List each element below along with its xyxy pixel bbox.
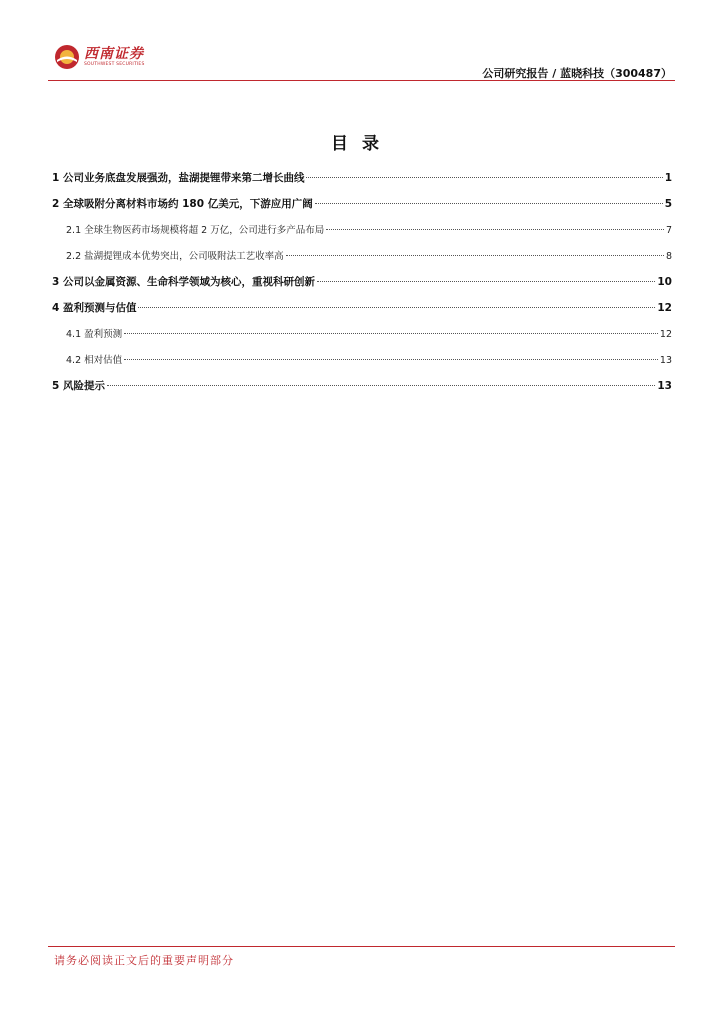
toc-subentry[interactable] xyxy=(52,352,672,378)
toc-entry-label: 5 风险提示 xyxy=(52,380,105,392)
table-of-contents xyxy=(52,170,672,404)
toc-entry-label: 2 全球吸附分离材料市场约 180 亿美元，下游应用广阔 xyxy=(52,198,313,210)
toc-entry-label: 2.1 全球生物医药市场规模将超 2 万亿，公司进行多产品布局 xyxy=(66,225,325,236)
toc-subentry[interactable] xyxy=(52,326,672,352)
logo-mark-icon xyxy=(54,44,80,70)
header-divider xyxy=(48,80,675,81)
logo-subtitle: SOUTHWEST SECURITIES xyxy=(84,61,145,67)
toc-entry[interactable] xyxy=(52,300,672,326)
toc-leader-dots xyxy=(317,281,655,282)
toc-entry-label: 4.1 盈利预测 xyxy=(66,329,123,340)
toc-leader-dots xyxy=(326,229,664,230)
toc-entry-label: 4.2 相对估值 xyxy=(66,355,123,366)
toc-leader-dots xyxy=(107,385,655,386)
toc-entry-label: 2.2 盐湖提锂成本优势突出，公司吸附法工艺收率高 xyxy=(66,251,284,262)
toc-entry-page: 10 xyxy=(657,276,672,288)
logo-text xyxy=(84,47,145,68)
toc-subentry[interactable] xyxy=(52,222,672,248)
toc-entry-page: 8 xyxy=(665,251,672,262)
toc-entry[interactable] xyxy=(52,170,672,196)
company-logo xyxy=(54,44,145,70)
toc-entry-page: 12 xyxy=(657,302,672,314)
toc-leader-dots xyxy=(124,333,658,334)
toc-entry-page: 5 xyxy=(664,198,672,210)
toc-entry[interactable] xyxy=(52,378,672,404)
report-tag: 公司研究报告 / 蓝晓科技（300487） xyxy=(482,67,672,80)
toc-title: 目录 xyxy=(331,134,393,154)
toc-entry-page: 7 xyxy=(665,225,672,236)
toc-subentry[interactable] xyxy=(52,248,672,274)
toc-leader-dots xyxy=(124,359,658,360)
toc-entry-page: 13 xyxy=(659,355,672,366)
toc-entry-label: 3 公司以金属资源、生命科学领域为核心，重视科研创新 xyxy=(52,276,315,288)
toc-entry-page: 12 xyxy=(659,329,672,340)
toc-entry-label: 4 盈利预测与估值 xyxy=(52,302,137,314)
toc-leader-dots xyxy=(286,255,664,256)
toc-entry-page: 1 xyxy=(664,172,672,184)
footer-divider xyxy=(48,946,675,947)
toc-entry[interactable] xyxy=(52,196,672,222)
toc-leader-dots xyxy=(138,307,655,308)
toc-entry-label: 1 公司业务底盘发展强劲，盐湖提锂带来第二增长曲线 xyxy=(52,172,305,184)
footer-disclaimer: 请务必阅读正文后的重要声明部分 xyxy=(54,954,234,967)
toc-entry[interactable] xyxy=(52,274,672,300)
logo-name: 西南证券 xyxy=(84,45,144,62)
toc-entry-page: 13 xyxy=(657,380,672,392)
toc-leader-dots xyxy=(315,203,663,204)
toc-leader-dots xyxy=(306,177,662,178)
